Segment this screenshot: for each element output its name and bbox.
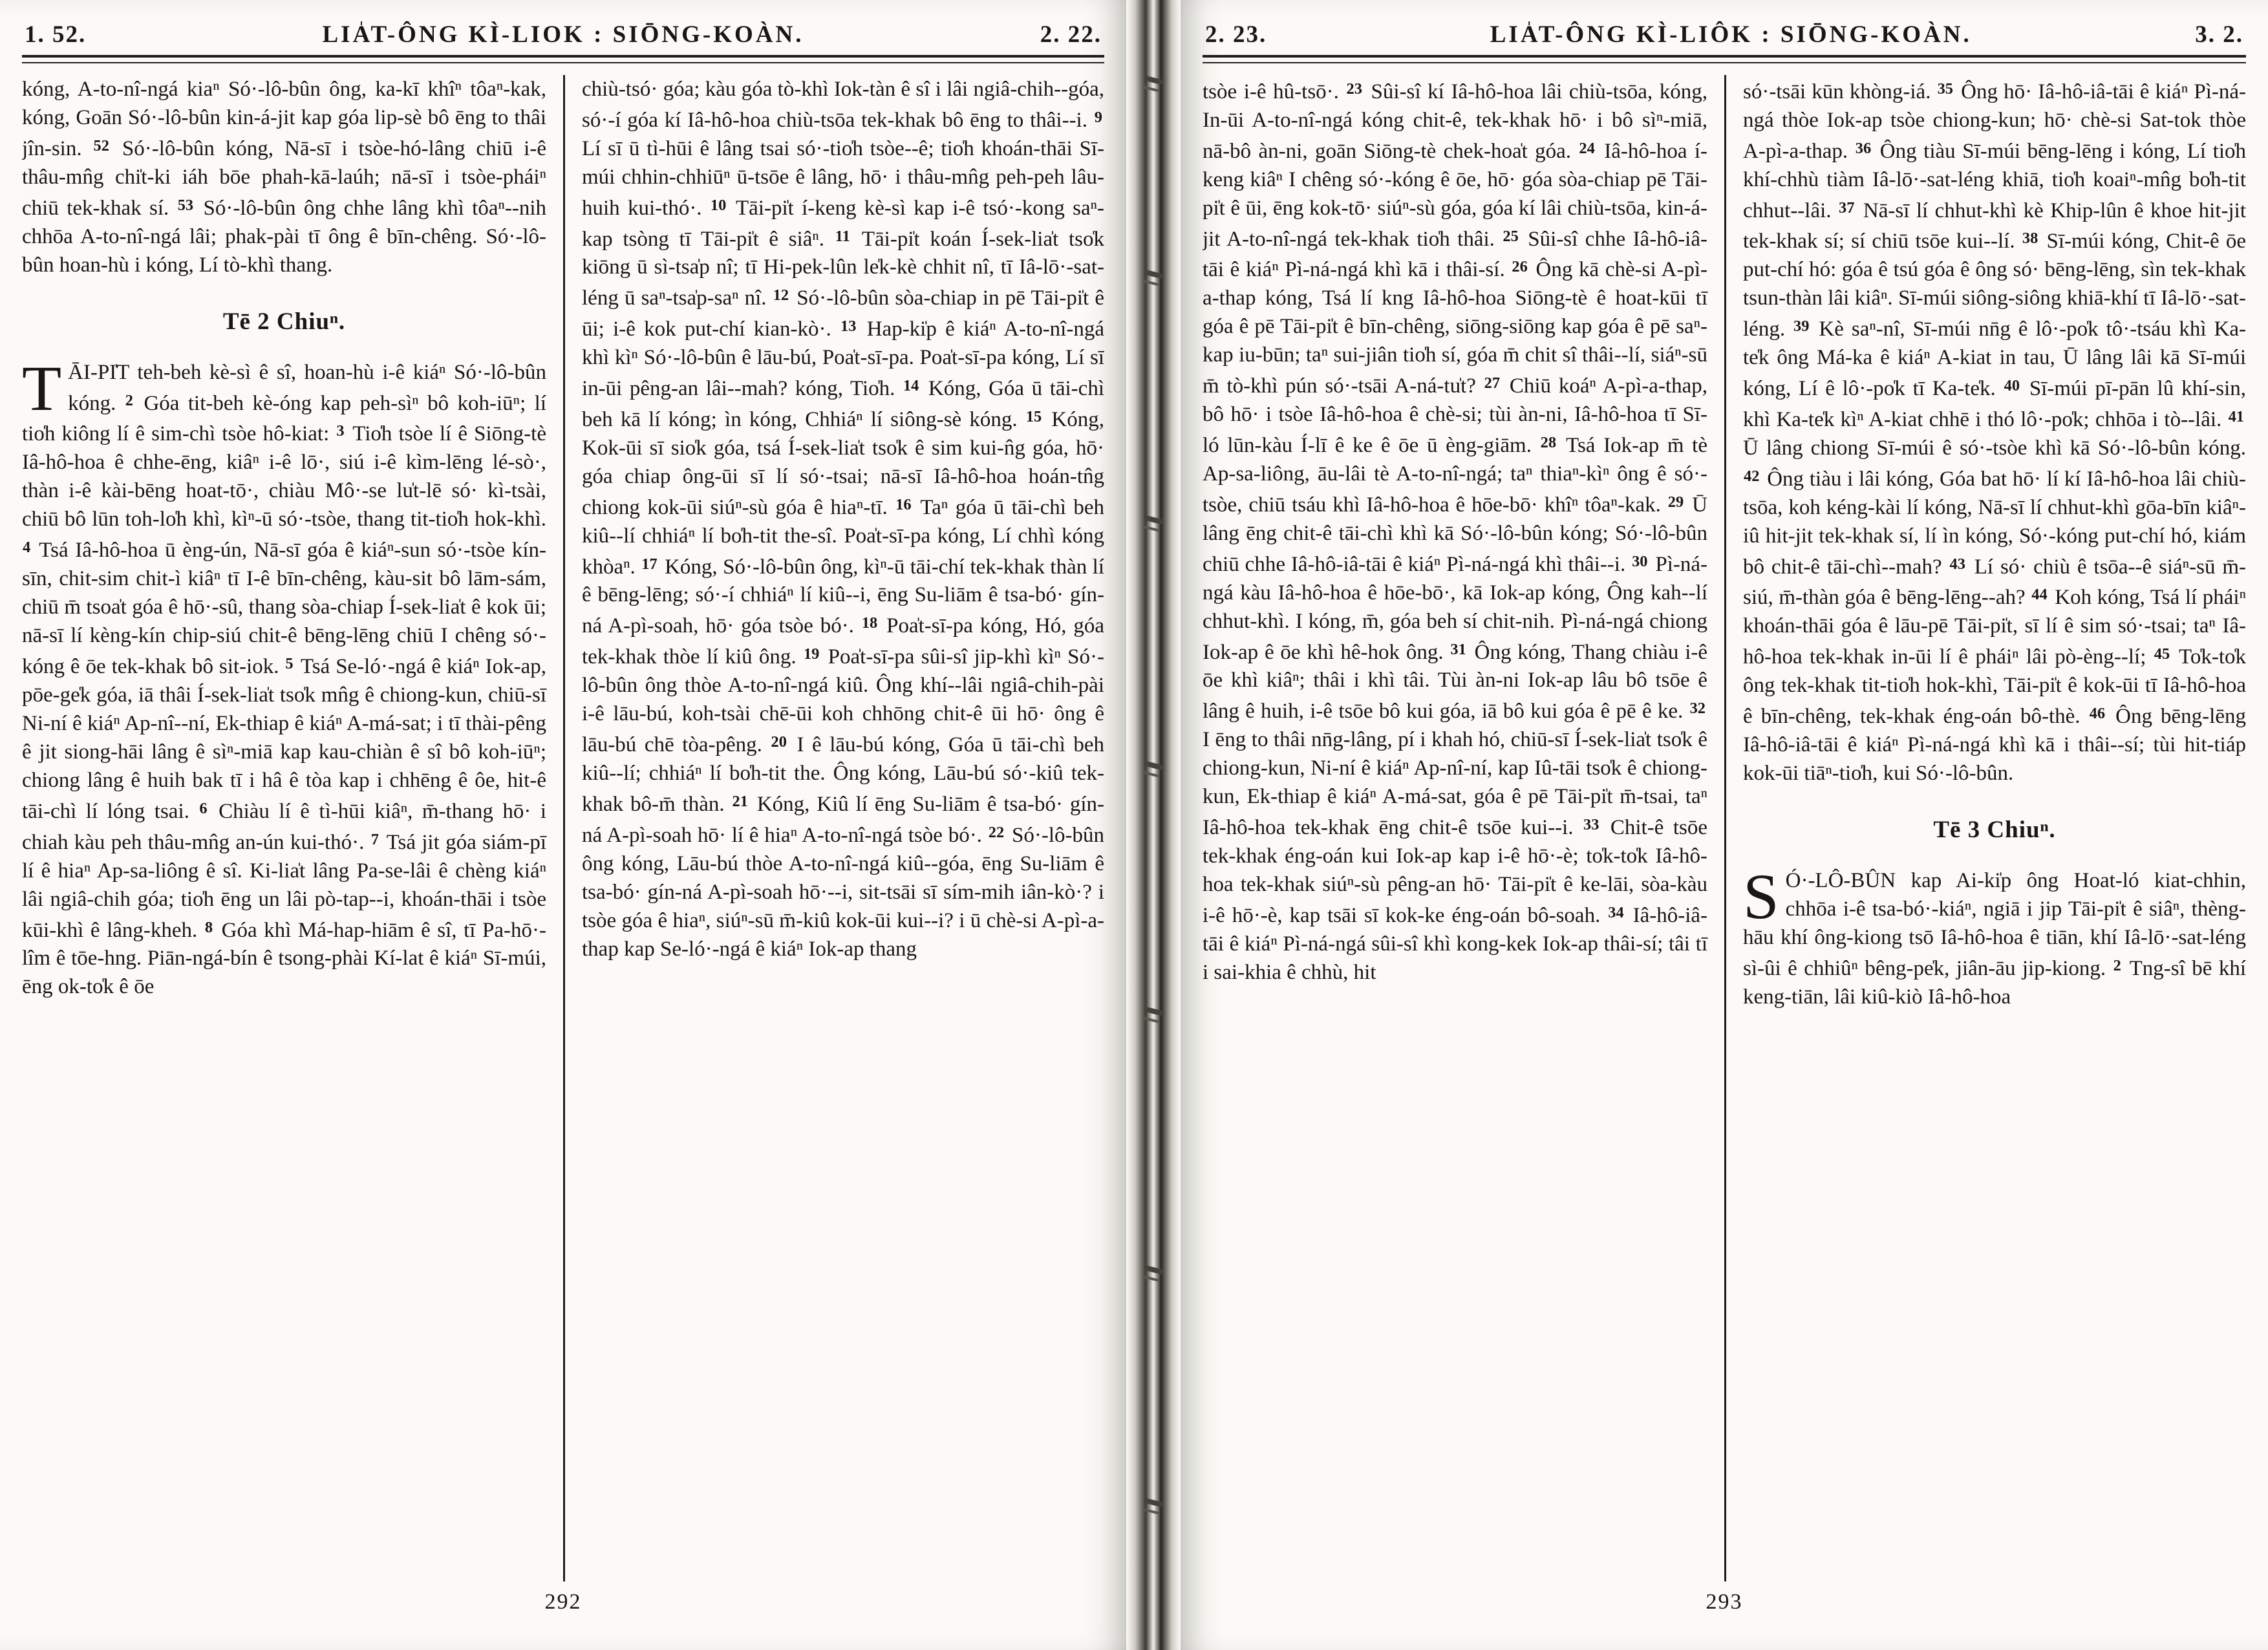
verse-number: 25	[1503, 227, 1519, 245]
text-paragraph: só·-tsāi kūn khòng-iá. $^{35}$ Ông hō· Iâ-hô-iâ-tāi ê kiáⁿ Pì-ná-ngá thòe Iok-ap tsòe chiong-kun; hō· chè-si Sat-tok thòe A-pì-a-thap. $^{36}$ Ông tiàu Sī-múi bēng-lēng i kóng, Lí tio̍h khí-chhù tiàm Iâ-lō·-sat-léng khiā, tio̍h koaiⁿ-mn̂g bo̍h-tit chhut--lâi. $^{37}$ Nā-sī lí chhut-khì kè Khip-lûn ê khoe hit-jit tek-khak sí; sí chiū tsōe kui--lí. $^{38}$ Sī-múi kóng, Chit-ê ōe put-chí hó: góa ê tsú góa ê ông só· bēng-lēng, sìn tek-khak tsun-thàn lâi kiâⁿ. Sī-múi siông-siông khiā-khí tī Iâ-lō·-sat-léng. $^{39}$ Kè saⁿ-nî, Sī-múi nn̄g ê lô·-po̍k tô·-tsáu khì Ka-te̍k ông Má-ka ê kiáⁿ A-kiat in tau, Ū lâng lâi kā Sī-múi kóng, Lí ê lô·-po̍k tī Ka-te̍k. $^{40}$ Sī-múi pī-pān lû khí-sin, khì Ka-te̍k kìⁿ A-kiat chhē i thó lô·-po̍k; chhōa i tò--lâi. $^{41}$ Ū lâng chiong Sī-múi ê só·-tsòe khì kā Só·-lô-bûn kóng. $^{42}$ Ông tiàu i lâi kóng, Góa bat hō· lí kí Iâ-hô-hoa lâi chiù-tsōa, koh kéng-kài lí kóng, Nā-sī lí chhut-khì gōa-bīn kiâⁿ-iû hit-jit tek-khak sí, lí ìn kóng, Só·-kóng put-chí hó, kiám bô chit-ê tāi-chì--mah? $^{43}$ Lí só· chiù ê tsōa--ê siáⁿ-sū m̄-siú, m̄-thàn góa ê bēng-lēng--ah? $^{44}$ Koh kóng, Tsá lí pháiⁿ khoán-thāi góa ê lāu-pē Tāi-pi̍t, sī lí ê sim só·-tsai; taⁿ Iâ-hô-hoa tek-khak in-ūi lí ê pháiⁿ lâi pò-èng--lí; $^{45}$ To̍k-to̍k ông tek-khak tit-tio̍h hok-khì, Tāi-pi̍t ê kok-ūi tī Iâ-hô-hoa ê bīn-chêng, tek-khak éng-oán bô-thè. $^{46}$ Ông bēng-lēng Iâ-hô-iâ-tāi ê kiáⁿ Pì-ná-ngá khì kā i thâi--sí; tùi hit-tiáp kok-ūi tiāⁿ-tio̍h, kui Só·-lô-bûn.	[1743, 80, 2246, 785]
text-paragraph: tsòe i-ê hû-tsō·. $^{23}$ Sûi-sî kí Iâ-hô-hoa lâi chiù-tsōa, kóng, In-ūi A-to-nî-ngá kóng chit-ê, tek-khak hō· i bô sìⁿ-miā, nā-bô àn-ni, goān Siōng-tè chek-hoa̍t góa. $^{24}$ Iâ-hô-hoa í-keng kiâⁿ I chêng só·-kóng ê ōe, hō· góa sòa-chiap pē Tāi-pi̍t ê ūi, ēng kok-tō· siúⁿ-sù góa, góa kí lâi chiù-tsōa, kin-á-jit A-to-nî-ngá tek-khak tio̍h thâi. $^{25}$ Sûi-sî chhe Iâ-hô-iâ-tāi ê kiáⁿ Pì-ná-ngá khì kā i thâi-sí. $^{26}$ Ông kā chè-si A-pì-a-thap kóng, Tsá lí kng Iâ-hô-hoa Siōng-tè ê hoat-kūi tī góa ê pē Tāi-pi̍t ê bīn-chêng, siōng-siōng kap góa ê pē saⁿ-kap iu-būn; taⁿ sui-jiân tio̍h sí, góa m̄ chit sî thâi--lí, siáⁿ-sū m̄ tò-khì pún só·-tsāi A-ná-tu̍t? $^{27}$ Chiū koáⁿ A-pì-a-thap, bô hō· i tsòe Iâ-hô-hoa ê chè-si; tùi àn-ni, Iâ-hô-hoa tī Sī-ló lūn-kàu Í-lī ê ke ê ōe ū èng-giām. $^{28}$ Tsá Iok-ap m̄ tè Ap-sa-liông, āu-lâi tè A-to-nî-ngá; taⁿ thiaⁿ-kìⁿ ông ê só·-tsòe, chiū tsáu khì Iâ-hô-hoa ê hōe-bō· khîⁿ tôaⁿ-kak. $^{29}$ Ū lâng ēng chit-ê tāi-chì khì kā Só·-lô-bûn kóng; Só·-lô-bûn chiū chhe Iâ-hô-iâ-tāi ê kiáⁿ Pì-ná-ngá khì thâi--i. $^{30}$ Pì-ná-ngá kàu Iâ-hô-hoa ê hōe-bō·, kā Iok-ap kóng, Ông kah--lí chhut-khì. I kóng, m̄, góa beh sí chit-nih. Pì-ná-ngá chiong Iok-ap ê ōe khì hê-hok ông. $^{31}$ Ông kóng, Thang chiàu i-ê ōe khì kiâⁿ; thâi i khì tâi. Tùi àn-ni Iok-ap lâu bô tsōe ê lâng ê huih, i-ê tsōe bô kui góa, iā bô kui góa ê pē ê ke. $^{32}$ I ēng to thâi nn̄g-lâng, pí i khah hó, chiū-sī Í-sek-lia̍t tso̍k ê chiong-kun, Ni-ní ê kiáⁿ Ap-nî-ní, kap Iû-tāi tso̍k ê chiong-kun, Ek-thiap ê kiáⁿ A-má-sat, góa ê pē Tāi-pi̍t m̄-tsai, taⁿ Iâ-hô-hoa tek-khak ēng chit-ê tsōe kui--i. $^{33}$ Chit-ê tsōe tek-khak éng-oán kui Iok-ap kap i-ê hō·-è; to̍k-to̍k Iâ-hô-hoa tek-khak siúⁿ-sù pêng-an hō· Tāi-pi̍t ê ke-lāi, sòa-kàu i-ê hō·-è, kap tsāi sī kok-ke éng-oán bô-soah. $^{34}$ Iâ-hô-iâ-tāi ê kiáⁿ Pì-ná-ngá sûi-sî khì kong-kek Iok-ap thâi-sí; tâi tī i sai-khia ê chhù, hit	[1203, 80, 1708, 984]
chapter-verse-ref-left: 1. 52.	[25, 21, 87, 48]
verse-number: 37	[1839, 198, 1855, 217]
text-column-1	[22, 75, 563, 1581]
stitch-thread	[1143, 269, 1163, 279]
verse-number: 45	[2154, 645, 2170, 663]
verse-number: 7	[370, 830, 379, 848]
verse-number: 39	[1793, 317, 1810, 336]
page-number-left	[22, 1581, 1104, 1623]
verse-number: 2	[125, 391, 133, 409]
binding-gutter	[1126, 0, 1181, 1650]
verse-number: 2	[2113, 956, 2121, 974]
stitch-thread	[1143, 75, 1163, 85]
verse-number: 22	[988, 823, 1005, 841]
verse-number: 19	[803, 645, 820, 663]
chapter-heading: Tē 3 Chiuⁿ.	[1933, 816, 2056, 843]
chapter-opening-paragraph: S Ó·-LÔ-BÛN kap Ai-ki̍p ông Hoat-ló kiat-chhin, chhōa i-ê tsa-bó·-kiáⁿ, ngiā i jip Tāi-pi̍t ê siâⁿ, thèng-hāu khí ông-kiong tsō Iâ-hô-hoa ê tiān, khí Iâ-lō·-sat-léng sì-ûi ê chhiûⁿ bêng-pe̍k, jiân-āu jip-kiong. $^2$ Tng-sî bē khí keng-tiān, lâi kiû-kiò Iâ-hô-hoa	[1743, 860, 2246, 1009]
page-left	[0, 0, 1126, 1650]
book-title: LIA̍T-ÔNG KÌ-LIÔK : SIŌNG-KOÀN.	[1490, 21, 1972, 48]
stitch-thread	[1143, 515, 1163, 524]
header-rule	[1203, 55, 2246, 63]
stitch-thread	[1143, 1006, 1163, 1016]
verse-number: 6	[199, 799, 208, 817]
verse-number: 10	[710, 196, 727, 214]
verse-number: 53	[177, 196, 194, 214]
page-number-right	[1203, 1581, 2246, 1623]
text-column-3	[1203, 75, 1724, 1581]
verse-number: 40	[2004, 377, 2020, 395]
verse-number: 38	[2022, 230, 2038, 248]
text-column-2	[563, 75, 1104, 1581]
verse-number: 4	[23, 539, 31, 557]
verse-number: 11	[835, 227, 850, 245]
stitch-thread	[1143, 760, 1163, 770]
book-title: LIA̍T-ÔNG KÌ-LIOK : SIŌNG-KOÀN.	[322, 21, 804, 48]
verse-number: 24	[1579, 139, 1595, 157]
chapter-opening-paragraph: TĀI-PI̍T teh-beh kè-sì ê sî, hoan-hù i-ê kiáⁿ Só·-lô-bûn kóng. $^2$ Góa tit-beh kè-óng kap peh-sìⁿ bô koh-iūⁿ; lí tio̍h kiông lí ê sim-chì tsòe hô-kiat: $^3$ Tio̍h tsòe lí ê Siōng-tè Iâ-hô-hoa ê chhe-ēng, kiâⁿ i-ê lō·, siú i-ê kìm-lēng lé-sò·, thàn i-ê kài-bēng hoat-tō·, chiàu Mô·-se lu̍t-lē só· kì-tsài, chiū bô lūn toh-lo̍h khì, kìⁿ-ū só·-tsòe, thang tit-tio̍h hok-khì. $^4$ Tsá Iâ-hô-hoa ū èng-ún, Nā-sī góa ê kiáⁿ-sun só·-tsòe kín-sīn, chit-sim chit-ì kiâⁿ tī I-ê bīn-chêng, kàu-sit bô lām-sám, chiū m̄ tsoa̍t góa ê hō·-sû, thang sòa-chiap Í-sek-lia̍t ê kok ūi; nā-sī lí kèng-kín chip-siú chit-ê bēng-lēng chiū I chêng só·-kóng ê ōe tek-khak bô sit-iok. $^5$ Tsá Se-ló·-ngá ê kiáⁿ Iok-ap, pōe-ge̍k góa, iā thâi Í-sek-lia̍t tso̍k mn̂g ê chiong-kun, chiū-sī Ni-ní ê kiáⁿ Ap-nî--ní, Ek-thiap ê kiáⁿ A-má-sat; i tī thài-pêng ê jit siong-hāi lâng ê sìⁿ-miā kap kau-chiàn ê sî bô koh-iūⁿ; chiong lâng ê huih bak tī i hâ ê tòa kap i chhēng ê ôe, hit-ê tāi-chì lí lóng tsai. $^6$ Chiàu lí ê tì-hūi kiâⁿ, m̄-thang hō· i chiah kàu peh thâu-mn̂g an-ún kui-thó·. $^7$ Tsá jit góa siám-pī lí ê hiaⁿ Ap-sa-liông ê sî. Ki-lia̍t lâng Pa-se-lâi ê chèng kiáⁿ lâi ngiâ-chih góa; tio̍h ēng un lâi pò-tap--i, khoán-thāi i tsòe kūi-khì ê lâng-kheh. $^8$ Góa khì Má-hap-hiām ê sî, tī Pa-hō·-lîm ê tōe-hng. Piān-ngá-bín ê tsong-phài Kí-lat ê kiáⁿ Sī-múi, ēng ok-to̍k ê ōe	[22, 352, 547, 999]
page-right	[1181, 0, 2268, 1650]
drop-cap: S	[1743, 860, 1779, 932]
verse-number: 36	[1855, 139, 1872, 157]
text-column-4	[1724, 75, 2246, 1581]
verse-number: 33	[1583, 816, 1599, 834]
verse-number: 16	[895, 495, 912, 513]
verse-number: 41	[2228, 407, 2244, 425]
running-header-left-page	[22, 17, 1104, 48]
verse-number: 9	[1094, 109, 1102, 126]
verse-number: 30	[1632, 552, 1648, 570]
verse-number: 43	[1949, 555, 1965, 573]
verse-number: 35	[1937, 80, 1953, 98]
verse-number: 34	[1608, 904, 1624, 922]
header-rule	[22, 55, 1104, 63]
text-area-left-page	[22, 75, 1104, 1581]
verse-number: 26	[1512, 258, 1528, 276]
running-header-right-page	[1203, 17, 2246, 48]
verse-number: 14	[903, 377, 919, 395]
verse-number: 13	[840, 317, 857, 336]
chapter-verse-ref-right: 2. 22.	[1040, 21, 1102, 48]
verse-number: 21	[732, 792, 748, 810]
verse-number: 27	[1484, 374, 1501, 392]
chapter-verse-ref-right: 3. 2.	[2195, 21, 2243, 48]
text-area-right-page	[1203, 75, 2246, 1581]
chapter-heading: Tē 2 Chiuⁿ.	[222, 308, 346, 335]
verse-number: 29	[1667, 493, 1684, 511]
verse-number: 31	[1450, 640, 1466, 658]
stitch-thread	[1143, 1497, 1163, 1507]
verse-number: 42	[1744, 467, 1760, 485]
verse-number: 23	[1346, 80, 1362, 98]
drop-cap: T	[22, 352, 62, 424]
verse-number: 52	[93, 137, 109, 155]
verse-number: 32	[1689, 700, 1706, 718]
verse-number: 46	[2089, 705, 2106, 723]
verse-number: 15	[1025, 407, 1042, 425]
verse-number: 17	[641, 555, 658, 573]
page-number-text: 293	[1706, 1590, 1743, 1614]
verse-number: 20	[771, 733, 787, 751]
verse-number: 18	[861, 614, 878, 632]
text-paragraph: kóng, A-to-nî-ngá kiaⁿ Só·-lô-bûn ông, ka-kī khîⁿ tôaⁿ-kak, kóng, Goān Só·-lô-bûn kin-á-jit kap góa lip-sè bô ēng to thâi jîn-sin. $^{52}$ Só·-lô-bûn kóng, Nā-sī i tsòe-hó-lâng chiū i-ê thâu-mn̂g chi̍t-ki iáh bōe phah-kā-laúh; nā-sī i tsòe-pháiⁿ chiū tek-khak sí. $^{53}$ Só·-lô-bûn ông chhe lâng khì tôaⁿ--nih chhōa A-to-nî-ngá lâi; phak-pài tī ông ê bīn-chêng. Só·-lô-bûn hoan-hù i kóng, Lí tò-khì thang.	[22, 78, 547, 277]
verse-number: 28	[1540, 434, 1557, 452]
stitch-thread	[1143, 1265, 1163, 1274]
verse-number: 12	[773, 286, 789, 305]
verse-number: 44	[2031, 586, 2048, 604]
verse-number: 8	[204, 918, 213, 936]
verse-number: 5	[285, 655, 294, 673]
verse-number: 3	[336, 422, 345, 440]
chapter-verse-ref-left: 2. 23.	[1205, 21, 1267, 48]
text-paragraph: chiù-tsó· góa; kàu góa tò-khì Iok-tàn ê sî i lâi ngiâ-chih--góa, só·-í góa kí Iâ-hô-hoa chiù-tsōa tek-khak bô ēng to thâi--i. $^9$ Lí sī ū tì-hūi ê lâng tsai só·-tio̍h tsòe--ê; tio̍h khoán-thāi Sī-múi chhin-chhiūⁿ ū-tsōe ê lâng, hō· i thâu-mn̂g peh-peh lâu-huih kui-thó·. $^{10}$ Tāi-pi̍t í-keng kè-sì kap i-ê tsó·-kong saⁿ-kap tsòng tī Tāi-pi̍t ê siâⁿ. $^{11}$ Tāi-pi̍t koán Í-sek-lia̍t tso̍k kiōng ū sì-tsa̍p nî; tī Hi-pek-lûn le̍k-kè chhit nî, tī Iâ-lō·-sat-léng ū saⁿ-tsa̍p-saⁿ nî. $^{12}$ Só·-lô-bûn sòa-chiap in pē Tāi-pi̍t ê ūi; i-ê kok put-chí kian-kò·. $^{13}$ Hap-ki̍p ê kiáⁿ A-to-nî-ngá khì kìⁿ Só·-lô-bûn ê lāu-bú, Poa̍t-sī-pa. Poa̍t-sī-pa kóng, Lí sī in-ūi pêng-an lâi--mah? kóng, Tio̍h. $^{14}$ Kóng, Góa ū tāi-chì beh kā lí kóng; ìn kóng, Chhiáⁿ lí siông-sè kóng. $^{15}$ Kóng, Kok-ūi sī sio̍k góa, tsá Í-sek-lia̍t tso̍k ê sim kui-n̂g góa, hō· góa chiap ông-ūi sī lí só·-tsai; nā-sī Iâ-hô-hoa hoán-tn̂g chiong kok-ūi siúⁿ-sù góa ê hiaⁿ-tī. $^{16}$ Taⁿ góa ū tāi-chì beh kiû--lí chhiáⁿ lí bo̍h-tit the-sî. Poa̍t-sī-pa kóng, Lí chhì kóng khòaⁿ. $^{17}$ Kóng, Só·-lô-bûn ông, kìⁿ-ū tāi-chí tek-khak thàn lí ê bēng-lēng; só·-í chhiáⁿ lí kiû--i, ēng Su-liām ê tsa-bó· gín-ná A-pì-soah, hō· góa tsòe bó·. $^{18}$ Poa̍t-sī-pa kóng, Hó, góa tek-khak thòe lí kiû ông. $^{19}$ Poa̍t-sī-pa sûi-sî jip-khì kìⁿ Só·-lô-bûn ông thòe A-to-nî-ngá kiû. Ông khí--lâi ngiâ-chih-pài i-ê lāu-bú, koh-tsài chē-ūi koh chhōng chit-ê ūi hō· ông ê lāu-bú chē tòa-pêng. $^{20}$ I ê lāu-bú kóng, Góa ū tāi-chì beh kiû--lí; chhiáⁿ lí bo̍h-tit the. Ông kóng, Lāu-bú só·-kiû tek-khak bô-m̄ thàn. $^{21}$ Kóng, Kiû lí ēng Su-liām ê tsa-bó· gín-ná A-pì-soah hō· lí ê hiaⁿ A-to-nî-ngá tsòe bó·. $^{22}$ Só·-lô-bûn ông kóng, Lāu-bú thòe A-to-nî-ngá kiû--góa, ēng Su-liām ê tsa-bó· gín-ná A-pì-soah hō·--i, sit-tsāi sī sím-mih iân-kò·? i tsòe góa ê hiaⁿ, siúⁿ-sū m̄-kiû kok-ūi kui--i? i ū chè-si A-pì-a-thap kap Se-ló·-ngá ê kiáⁿ Iok-ap thang	[582, 78, 1104, 961]
page-number-text: 292	[544, 1590, 582, 1614]
